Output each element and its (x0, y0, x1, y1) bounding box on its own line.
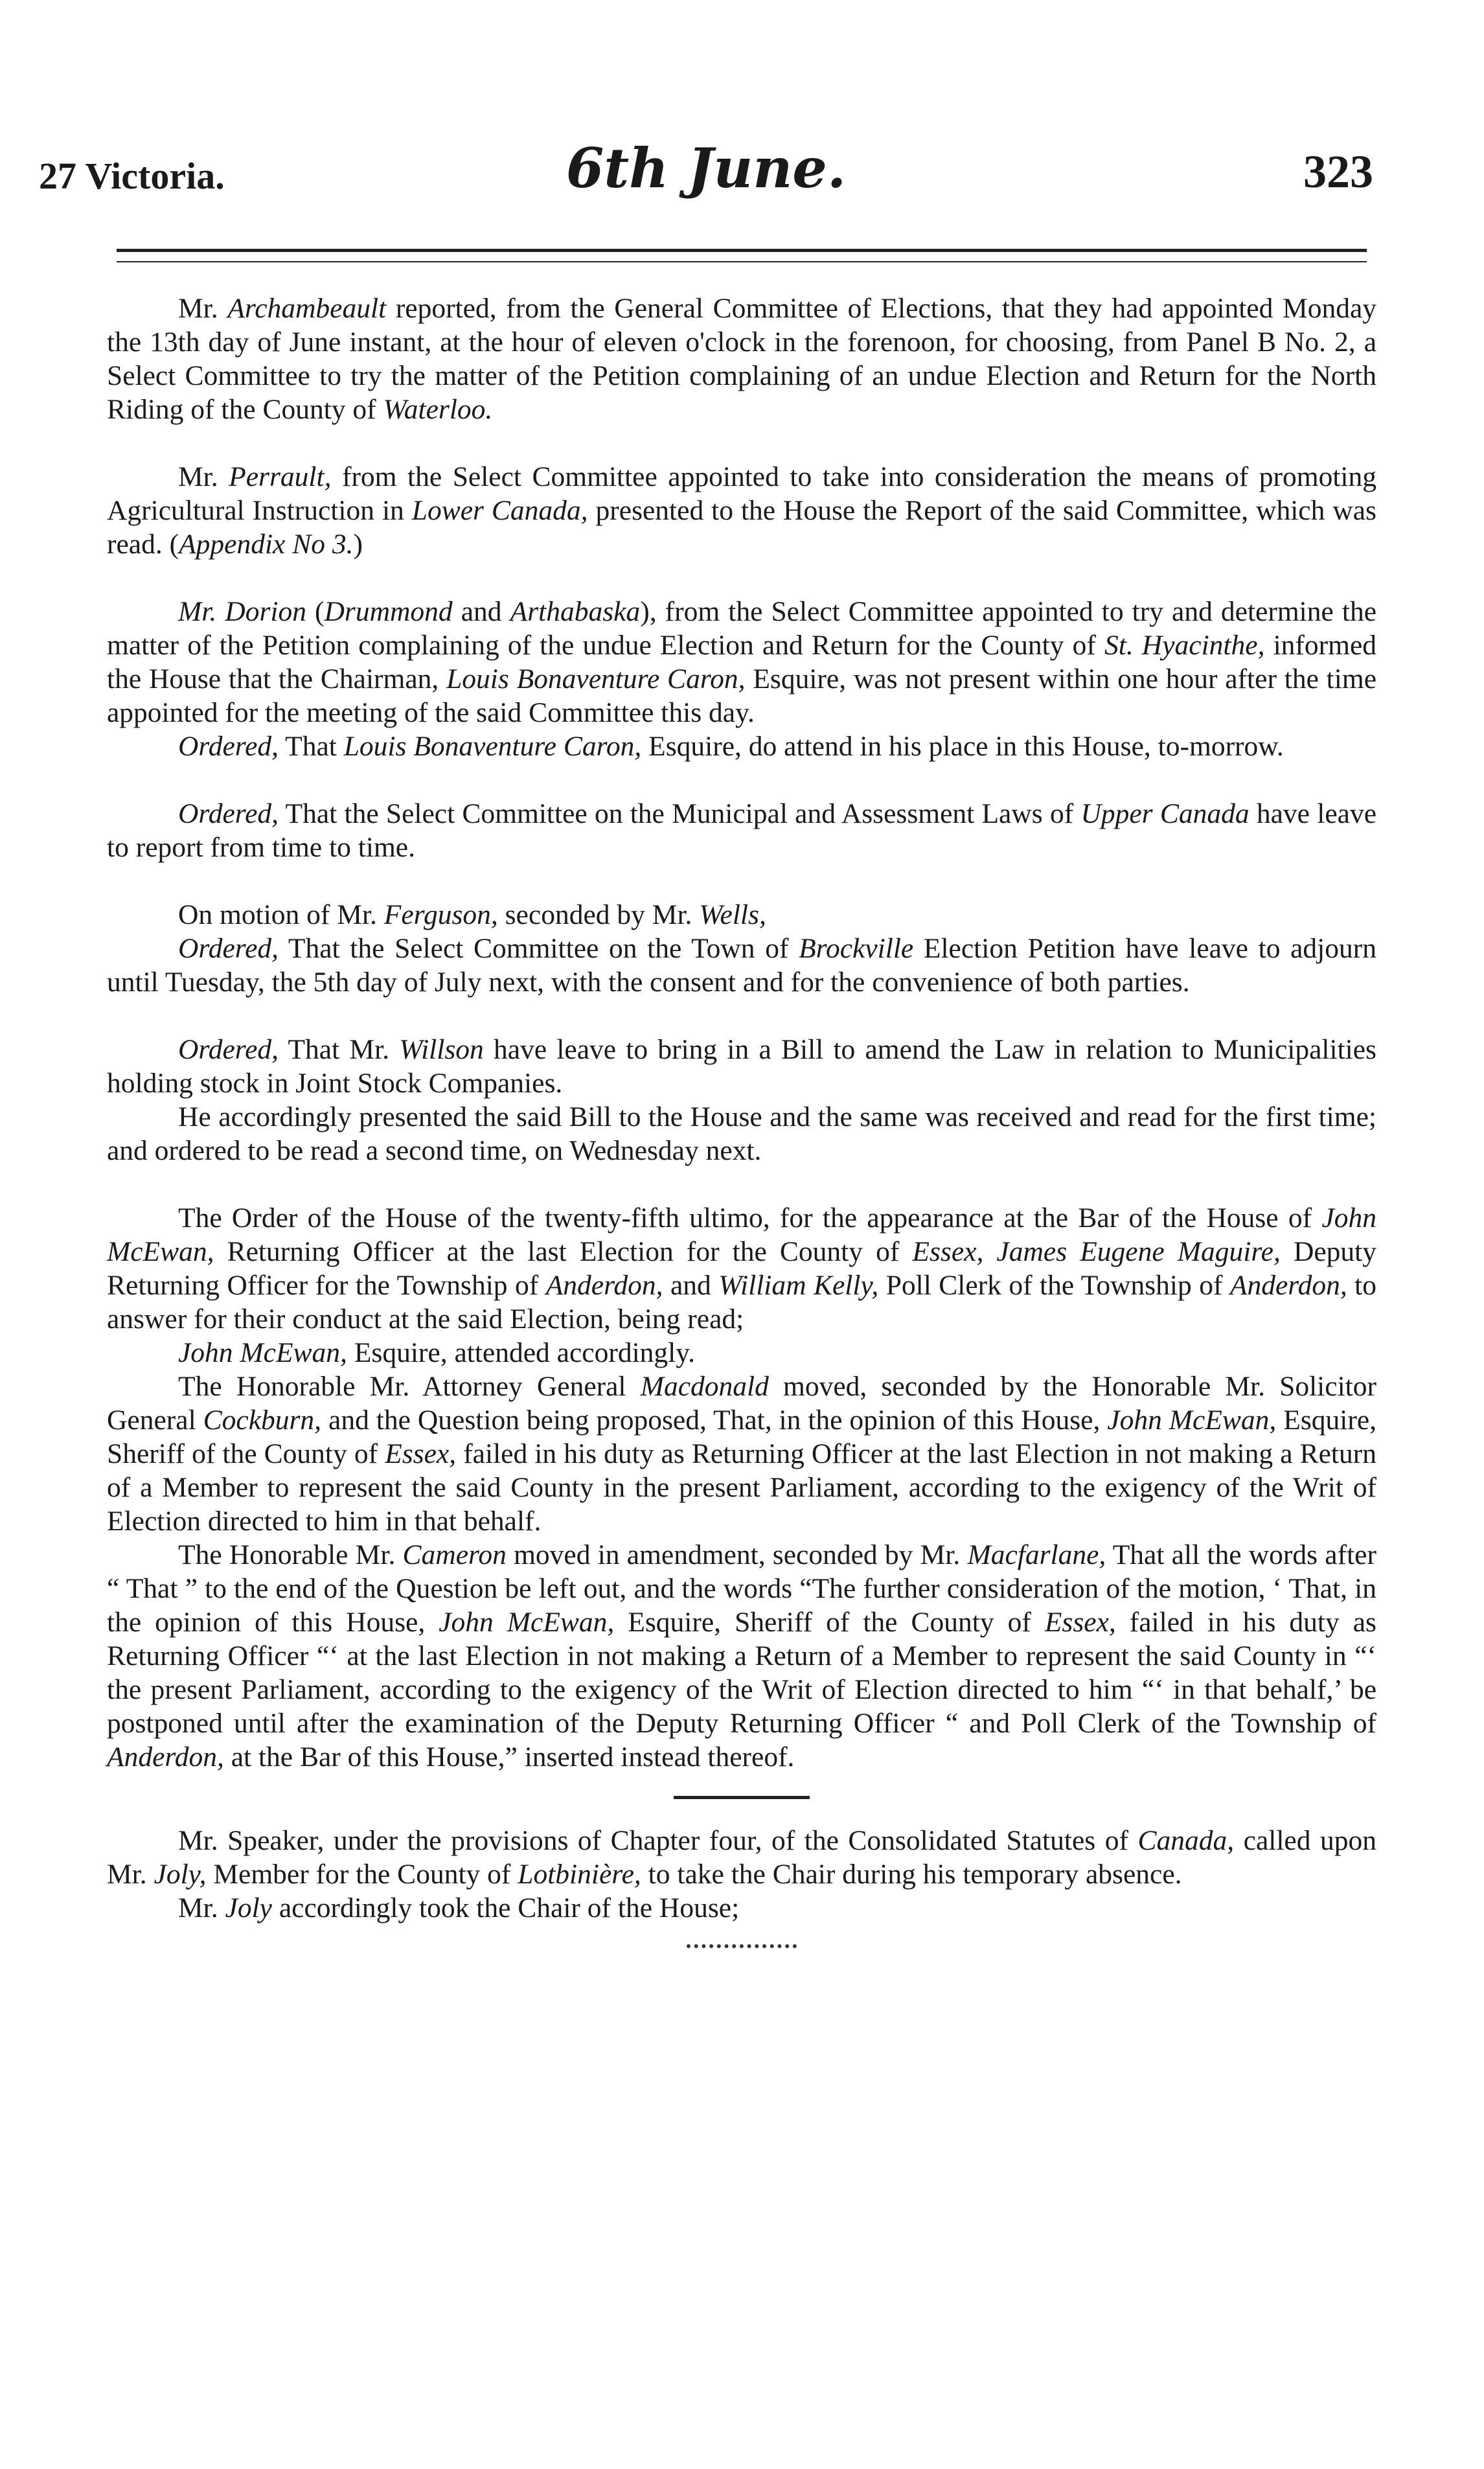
journal-paragraph (107, 797, 1376, 864)
closing-ornament (687, 1944, 797, 1948)
text-run: Returning Officer at the last Election for the County of (214, 1236, 913, 1267)
italic-name: Lotbinière, (518, 1859, 641, 1890)
italic-name: John McEwan, (107, 1202, 1376, 1267)
italic-name: Essex, James Eugene Maguire, (912, 1236, 1281, 1267)
italic-name: John McEwan, (439, 1607, 615, 1638)
text-run: presented to the House the Report of the said Committee, which was read. ( (107, 495, 1376, 560)
italic-name: Anderdon, (107, 1741, 224, 1773)
italic-name: Joly, (154, 1859, 207, 1890)
journal-paragraph (107, 1891, 1376, 1925)
journal-paragraph (107, 1100, 1376, 1167)
italic-name: Essex, (1044, 1607, 1116, 1638)
italic-name: Macdonald (640, 1371, 769, 1402)
italic-name: Arthabaska (510, 596, 641, 627)
journal-paragraph (107, 898, 1376, 932)
italic-name: Drummond (324, 596, 453, 627)
text-run: Esquire, attended accordingly. (347, 1337, 696, 1368)
text-run: informed the House that the Chairman, (107, 630, 1377, 695)
italic-name: Ordered, (178, 1034, 279, 1065)
text-run: moved in amendment, seconded by Mr. (506, 1539, 968, 1570)
italic-name: Joly (225, 1892, 272, 1924)
italic-name: Cockburn, (203, 1405, 322, 1436)
italic-name: Anderdon, (1229, 1270, 1347, 1301)
italic-name: Wells, (699, 899, 766, 930)
journal-paragraph (107, 460, 1376, 561)
section-rule (674, 1796, 810, 1799)
text-run: seconded by Mr. (497, 899, 700, 930)
journal-paragraph (107, 595, 1376, 729)
text-run: That the Select Committee on the Municipal and Assessment Laws of (279, 798, 1081, 829)
text-run: Esquire, Sheriff of the County of (107, 1405, 1377, 1469)
text-run: Poll Clerk of the Township of (878, 1270, 1230, 1301)
text-run: On motion of Mr. (178, 899, 384, 930)
date-heading: 6th June. (565, 136, 847, 200)
italic-name: Essex, (385, 1438, 457, 1469)
journal-paragraph (107, 1336, 1376, 1370)
regnal-year: 27 Victoria. (39, 155, 225, 197)
text-run: Election Petition have leave to adjourn until Tuesday, the 5th day of July next, with the consent and for the convenience of both parties. (107, 933, 1377, 998)
text-run: That (279, 731, 344, 762)
italic-name: Canada, (1137, 1825, 1235, 1856)
journal-paragraph (107, 1033, 1376, 1100)
text-run: Deputy Returning Officer for the Township of (107, 1236, 1376, 1301)
text-run: ( (306, 596, 325, 627)
page-number: 323 (1303, 146, 1373, 198)
italic-name: Perrault, (229, 461, 332, 492)
text-run: and the Question being proposed, That, in the opinion of this House, (321, 1405, 1108, 1436)
text-run: and (452, 596, 510, 627)
text-run: Mr. Speaker, under the provisions of Chapter four, of the Consolidated Statutes of (178, 1825, 1138, 1856)
text-run: The Order of the House of the twenty-fifth ultimo, for the appearance at the Bar of the House of (178, 1202, 1322, 1234)
italic-name: Ordered, (178, 731, 279, 762)
journal-paragraph (107, 1538, 1376, 1774)
italic-name: Willson (399, 1034, 484, 1065)
italic-name: Mr. Dorion (178, 596, 306, 627)
journal-paragraph (107, 932, 1376, 999)
journal-paragraph (107, 1201, 1376, 1336)
italic-name: Anderdon, (545, 1270, 663, 1301)
italic-name: Louis Bonaventure Caron, (446, 663, 746, 695)
italic-name: Lower Canada, (411, 495, 588, 526)
text-run: have leave to report from time to time. (107, 798, 1376, 863)
italic-name: Waterloo. (383, 394, 493, 425)
text-run: ), from the Select Committee appointed to try and determine the matter of the Petition complaining of the undue Election and Return for the County of (107, 596, 1376, 661)
journal-paragraph (107, 1824, 1376, 1891)
text-run: reported, from the General Committee of Elections, that they had appointed Monday the 13th day of June instant, at the hour of eleven o'clock in the forenoon, for choosing, from Panel B No. 2, a Select Committee to try the matter of the Petition complaining of an undue Election and Return for the North Riding of the County of (107, 293, 1377, 425)
text-run: Mr. (178, 461, 229, 492)
italic-name: Upper Canada (1080, 798, 1250, 829)
italic-name: Appendix No 3. (179, 529, 354, 560)
text-run: failed in his duty as Returning Officer “‘ at the last Election in not making a Return of a Member to represent the said County in “‘ the present Parliament, according to the exigency of the Writ of Election directed to him “‘ in that behalf,’ be postponed until after the examination of the Deputy Returning Officer “ and Poll Clerk of the Township of (107, 1607, 1376, 1739)
text-run: to take the Chair during his temporary absence. (641, 1859, 1182, 1890)
journal-paragraph (107, 1370, 1376, 1538)
header-double-rule (117, 249, 1367, 262)
text-run: at the Bar of this House,” inserted instead thereof. (223, 1741, 795, 1773)
text-run: have leave to bring in a Bill to amend the Law in relation to Municipalities holding stock in Joint Stock Companies. (107, 1034, 1376, 1099)
text-run: Mr. (178, 1892, 225, 1924)
text-run: accordingly took the Chair of the House; (271, 1892, 740, 1924)
text-run: Member for the County of (206, 1859, 518, 1890)
italic-name: Ordered, (178, 933, 279, 964)
text-run: Esquire, do attend in his place in this House, to-morrow. (641, 731, 1284, 762)
journal-body (107, 292, 1376, 1948)
running-head (39, 136, 1373, 207)
italic-name: Brockville (799, 933, 914, 964)
text-run: called upon Mr. (107, 1825, 1376, 1890)
text-run: That Mr. (279, 1034, 400, 1065)
text-run: moved, seconded by the Honorable Mr. Solicitor General (107, 1371, 1376, 1436)
text-run: failed in his duty as Returning Officer at the last Election in not making a Return of a Member to represent the said County in the present Parliament, according to the exigency of the Writ of Election directed to him in that behalf. (107, 1438, 1376, 1537)
italic-name: Archambeault (227, 293, 387, 324)
text-run: Esquire, Sheriff of the County of (614, 1607, 1045, 1638)
italic-name: Cameron (402, 1539, 507, 1570)
text-run: The Honorable Mr. Attorney General (178, 1371, 641, 1402)
text-run: That all the words after “ That ” to the end of the Question be left out, and the words “The further consideration of the motion, ‘ That, in the opinion of this House, (107, 1539, 1376, 1638)
text-run: The Honorable Mr. (178, 1539, 403, 1570)
italic-name: William Kelly, (718, 1270, 879, 1301)
journal-paragraph (107, 729, 1376, 763)
italic-name: Louis Bonaventure Caron, (343, 731, 642, 762)
text-run: to answer for their conduct at the said Election, being read; (107, 1270, 1376, 1335)
italic-name: St. Hyacinthe, (1104, 630, 1265, 661)
text-run: from the Select Committee appointed to take into consideration the means of promoting Agricultural Instruction in (107, 461, 1376, 526)
text-run: and (663, 1270, 719, 1301)
italic-name: John McEwan, (178, 1337, 347, 1368)
text-run: That the Select Committee on the Town of (279, 933, 799, 964)
journal-paragraph (107, 292, 1376, 426)
italic-name: John McEwan, (1107, 1405, 1277, 1436)
text-run: Esquire, was not present within one hour after the time appointed for the meeting of the said Committee this day. (107, 663, 1376, 728)
text-run: He accordingly presented the said Bill to the House and the same was received and read for the first time; and ordered to be read a second time, on Wednesday next. (107, 1101, 1376, 1166)
italic-name: Macfarlane, (967, 1539, 1106, 1570)
text-run: Mr. (178, 293, 228, 324)
italic-name: Ordered, (178, 798, 279, 829)
italic-name: Ferguson, (383, 899, 498, 930)
text-run: ) (353, 529, 363, 560)
